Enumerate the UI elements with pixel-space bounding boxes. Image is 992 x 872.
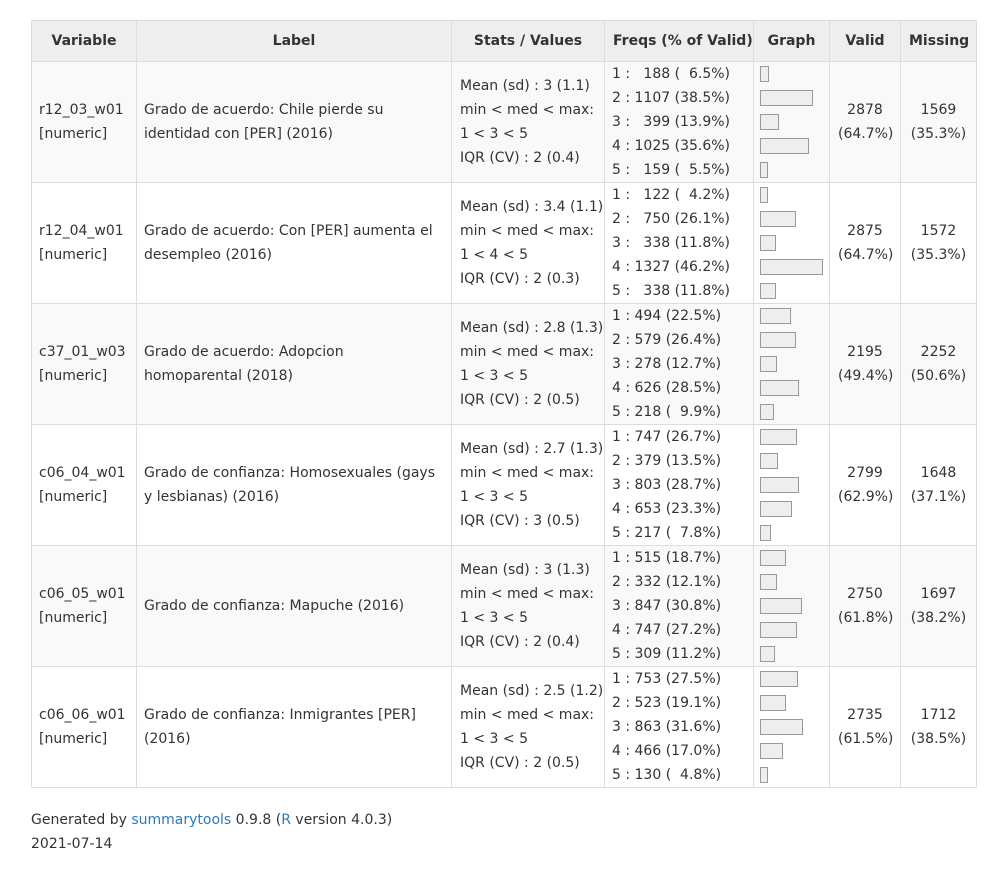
- variable-name: r12_04_w01: [39, 223, 124, 239]
- freq-line: 1 : 753 (27.5%): [612, 671, 722, 687]
- stats-line: 1 < 3 < 5: [460, 126, 528, 142]
- freq-line: 5 : 130 ( 4.8%): [612, 767, 722, 783]
- freq-bar: [760, 429, 797, 445]
- label-cell: Grado de confianza: Inmigrantes [PER] (2016): [137, 667, 452, 788]
- variable-name: c06_04_w01: [39, 465, 126, 481]
- stats-line: Mean (sd) : 2.8 (1.3): [460, 320, 604, 336]
- freq-line: 4 : 1327 (46.2%): [612, 259, 731, 275]
- missing-count: 1697: [920, 586, 957, 602]
- stats-line: Mean (sd) : 3 (1.1): [460, 78, 590, 94]
- missing-count: 1572: [920, 223, 957, 239]
- freq-line: 3 : 847 (30.8%): [612, 598, 722, 614]
- valid-count: 2750: [847, 586, 883, 602]
- variable-type: [numeric]: [39, 126, 108, 142]
- variable-name: c06_06_w01: [39, 707, 126, 723]
- r-link[interactable]: R: [281, 812, 291, 828]
- header-label: Label: [137, 21, 452, 62]
- header-valid: Valid: [830, 21, 901, 62]
- freq-line: 2 : 1107 (38.5%): [612, 90, 731, 106]
- freq-line: 1 : 494 (22.5%): [612, 308, 722, 324]
- graph-cell: [754, 546, 830, 667]
- freq-bar: [760, 308, 791, 324]
- stats-line: 1 < 4 < 5: [460, 247, 528, 263]
- missing-cell: [901, 546, 977, 667]
- table-row: [32, 425, 977, 546]
- freq-line: 3 : 338 (11.8%): [612, 235, 730, 251]
- stats-line: Mean (sd) : 3.4 (1.1): [460, 199, 604, 215]
- valid-cell: [830, 546, 901, 667]
- stats-cell: [452, 546, 605, 667]
- missing-cell: [901, 62, 977, 183]
- valid-cell: [830, 62, 901, 183]
- valid-cell: [830, 304, 901, 425]
- freq-line: 5 : 338 (11.8%): [612, 283, 730, 299]
- freq-line: 3 : 278 (12.7%): [612, 356, 722, 372]
- version-text: 0.9.8 (: [231, 812, 282, 828]
- valid-count: 2799: [847, 465, 883, 481]
- table-row: [32, 304, 977, 425]
- freq-line: 3 : 803 (28.7%): [612, 477, 722, 493]
- freqs-cell: [605, 667, 754, 788]
- label-cell: Grado de confianza: Mapuche (2016): [137, 546, 452, 667]
- stats-line: min < med < max:: [460, 707, 595, 723]
- generated-date: 2021-07-14: [31, 836, 113, 852]
- valid-count: 2735: [847, 707, 883, 723]
- freq-bar: [760, 671, 798, 687]
- stats-line: min < med < max:: [460, 465, 595, 481]
- freq-bar: [760, 404, 774, 420]
- summary-table: [31, 20, 977, 788]
- freq-line: 1 : 122 ( 4.2%): [612, 187, 730, 203]
- freq-bar: [760, 332, 796, 348]
- missing-percent: (50.6%): [910, 368, 967, 384]
- missing-count: 1648: [920, 465, 957, 481]
- variable-type: [numeric]: [39, 368, 108, 384]
- stats-cell: [452, 183, 605, 304]
- freq-bar: [760, 162, 768, 178]
- freq-bar: [760, 380, 799, 396]
- stats-cell: [452, 425, 605, 546]
- freq-bar: [760, 550, 786, 566]
- generated-by-text: Generated by: [31, 812, 132, 828]
- missing-count: 2252: [920, 344, 957, 360]
- stats-line: Mean (sd) : 3 (1.3): [460, 562, 590, 578]
- freq-bar: [760, 356, 777, 372]
- graph-cell: [754, 183, 830, 304]
- freq-bar: [760, 719, 803, 735]
- freq-bar-chart: [760, 62, 823, 182]
- stats-line: IQR (CV) : 2 (0.5): [460, 392, 580, 408]
- header-row: [32, 21, 977, 62]
- label-cell: Grado de acuerdo: Adopcion homoparental (2018): [137, 304, 452, 425]
- header-freqs: Freqs (% of Valid): [605, 21, 754, 62]
- freq-line: 3 : 863 (31.6%): [612, 719, 722, 735]
- variable-cell: [32, 667, 137, 788]
- missing-percent: (38.5%): [910, 731, 967, 747]
- graph-cell: [754, 62, 830, 183]
- stats-line: IQR (CV) : 2 (0.4): [460, 150, 580, 166]
- freq-bar: [760, 235, 776, 251]
- freq-line: 5 : 217 ( 7.8%): [612, 525, 722, 541]
- stats-line: IQR (CV) : 3 (0.5): [460, 513, 580, 529]
- r-version-text: version 4.0.3): [290, 812, 393, 828]
- header-missing: Missing: [901, 21, 977, 62]
- freq-line: 5 : 309 (11.2%): [612, 646, 722, 662]
- valid-count: 2875: [847, 223, 883, 239]
- freq-bar: [760, 646, 775, 662]
- freq-bar: [760, 574, 777, 590]
- stats-line: min < med < max:: [460, 223, 595, 239]
- freq-bar: [760, 525, 771, 541]
- freq-bar: [760, 453, 778, 469]
- freq-bar-chart: [760, 546, 823, 666]
- table-row: [32, 62, 977, 183]
- valid-percent: (64.7%): [838, 247, 894, 263]
- freq-line: 1 : 747 (26.7%): [612, 429, 722, 445]
- missing-cell: [901, 667, 977, 788]
- variable-cell: [32, 546, 137, 667]
- table-row: [32, 546, 977, 667]
- variable-cell: [32, 62, 137, 183]
- freq-line: 4 : 653 (23.3%): [612, 501, 722, 517]
- freq-line: 1 : 515 (18.7%): [612, 550, 722, 566]
- freqs-cell: [605, 183, 754, 304]
- freqs-cell: [605, 546, 754, 667]
- missing-percent: (38.2%): [910, 610, 967, 626]
- freq-bar-chart: [760, 183, 823, 303]
- freq-line: 4 : 1025 (35.6%): [612, 138, 731, 154]
- label-cell: Grado de confianza: Homosexuales (gays y lesbianas) (2016): [137, 425, 452, 546]
- stats-line: Mean (sd) : 2.5 (1.2): [460, 683, 604, 699]
- freq-line: 1 : 188 ( 6.5%): [612, 66, 730, 82]
- variable-name: c37_01_w03: [39, 344, 126, 360]
- table-row: [32, 667, 977, 788]
- valid-count: 2195: [847, 344, 883, 360]
- valid-percent: (49.4%): [838, 368, 894, 384]
- valid-cell: [830, 667, 901, 788]
- variable-name: r12_03_w01: [39, 102, 124, 118]
- freq-bar: [760, 259, 823, 275]
- missing-cell: [901, 425, 977, 546]
- header-graph: Graph: [754, 21, 830, 62]
- stats-line: Mean (sd) : 2.7 (1.3): [460, 441, 604, 457]
- summary-table-container: [31, 20, 976, 788]
- missing-percent: (37.1%): [910, 489, 967, 505]
- missing-percent: (35.3%): [910, 126, 967, 142]
- freq-bar: [760, 501, 792, 517]
- freq-bar-chart: [760, 304, 823, 424]
- stats-line: 1 < 3 < 5: [460, 489, 528, 505]
- label-cell: Grado de acuerdo: Con [PER] aumenta el desempleo (2016): [137, 183, 452, 304]
- valid-percent: (62.9%): [838, 489, 894, 505]
- missing-count: 1569: [920, 102, 957, 118]
- valid-percent: (61.5%): [838, 731, 894, 747]
- freq-bar: [760, 66, 769, 82]
- freq-line: 4 : 747 (27.2%): [612, 622, 722, 638]
- table-row: [32, 183, 977, 304]
- variable-cell: [32, 425, 137, 546]
- graph-cell: [754, 304, 830, 425]
- variable-cell: [32, 304, 137, 425]
- stats-line: min < med < max:: [460, 102, 595, 118]
- label-cell: Grado de acuerdo: Chile pierde su identidad con [PER] (2016): [137, 62, 452, 183]
- stats-line: min < med < max:: [460, 344, 595, 360]
- freq-bar: [760, 114, 779, 130]
- variable-type: [numeric]: [39, 489, 108, 505]
- valid-percent: (64.7%): [838, 126, 894, 142]
- freq-line: 2 : 332 (12.1%): [612, 574, 722, 590]
- freq-line: 2 : 523 (19.1%): [612, 695, 722, 711]
- freq-line: 5 : 218 ( 9.9%): [612, 404, 722, 420]
- freq-bar: [760, 598, 802, 614]
- stats-line: IQR (CV) : 2 (0.5): [460, 755, 580, 771]
- variable-type: [numeric]: [39, 610, 108, 626]
- freqs-cell: [605, 304, 754, 425]
- stats-line: 1 < 3 < 5: [460, 610, 528, 626]
- freqs-cell: [605, 425, 754, 546]
- valid-count: 2878: [847, 102, 883, 118]
- missing-percent: (35.3%): [910, 247, 967, 263]
- stats-cell: [452, 304, 605, 425]
- generated-line: [31, 808, 392, 832]
- freq-bar: [760, 90, 813, 106]
- footer: [31, 808, 392, 856]
- summarytools-link[interactable]: summarytools: [131, 812, 232, 828]
- missing-count: 1712: [920, 707, 957, 723]
- freq-bar: [760, 283, 776, 299]
- stats-line: min < med < max:: [460, 586, 595, 602]
- freq-line: 2 : 379 (13.5%): [612, 453, 722, 469]
- freq-line: 2 : 750 (26.1%): [612, 211, 730, 227]
- valid-cell: [830, 425, 901, 546]
- freq-bar-chart: [760, 667, 823, 787]
- freqs-cell: [605, 62, 754, 183]
- freq-bar: [760, 211, 796, 227]
- stats-line: 1 < 3 < 5: [460, 731, 528, 747]
- missing-cell: [901, 183, 977, 304]
- freq-bar: [760, 695, 786, 711]
- variable-cell: [32, 183, 137, 304]
- table-body: [32, 62, 977, 788]
- header-stats: Stats / Values: [452, 21, 605, 62]
- graph-cell: [754, 667, 830, 788]
- freq-line: 4 : 626 (28.5%): [612, 380, 722, 396]
- variable-type: [numeric]: [39, 731, 108, 747]
- freq-bar: [760, 477, 799, 493]
- missing-cell: [901, 304, 977, 425]
- stats-line: IQR (CV) : 2 (0.3): [460, 271, 580, 287]
- freq-bar: [760, 187, 768, 203]
- valid-percent: (61.8%): [838, 610, 894, 626]
- freq-line: 3 : 399 (13.9%): [612, 114, 730, 130]
- header-variable: Variable: [32, 21, 137, 62]
- freq-bar: [760, 767, 768, 783]
- stats-cell: [452, 62, 605, 183]
- stats-cell: [452, 667, 605, 788]
- variable-name: c06_05_w01: [39, 586, 126, 602]
- freq-bar-chart: [760, 425, 823, 545]
- stats-line: 1 < 3 < 5: [460, 368, 528, 384]
- freq-line: 2 : 579 (26.4%): [612, 332, 722, 348]
- stats-line: IQR (CV) : 2 (0.4): [460, 634, 580, 650]
- freq-bar: [760, 138, 809, 154]
- freq-bar: [760, 622, 797, 638]
- variable-type: [numeric]: [39, 247, 108, 263]
- freq-line: 4 : 466 (17.0%): [612, 743, 722, 759]
- graph-cell: [754, 425, 830, 546]
- freq-bar: [760, 743, 783, 759]
- freq-line: 5 : 159 ( 5.5%): [612, 162, 730, 178]
- valid-cell: [830, 183, 901, 304]
